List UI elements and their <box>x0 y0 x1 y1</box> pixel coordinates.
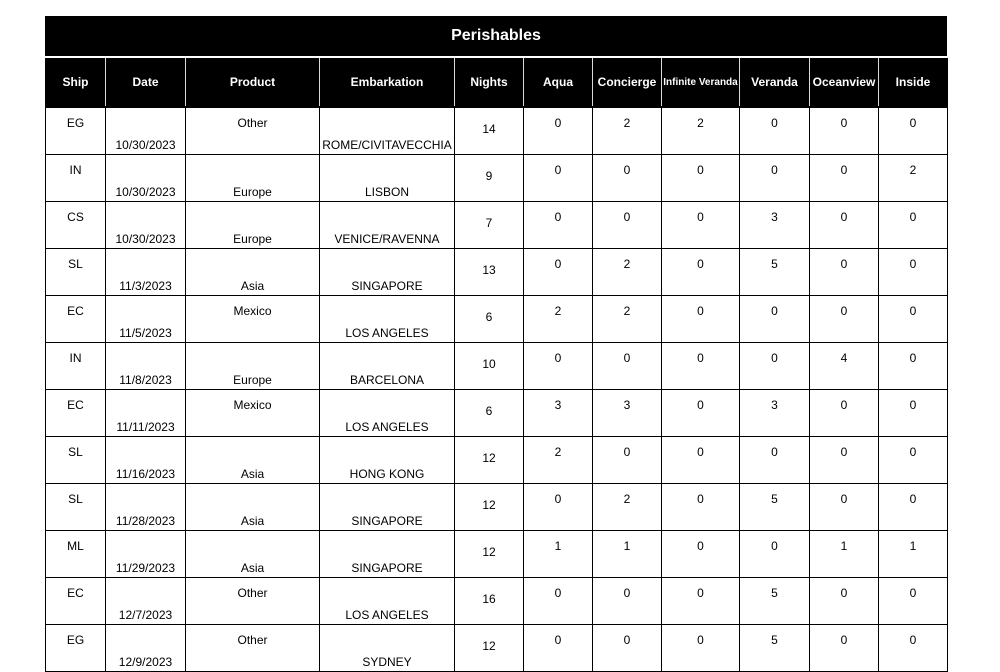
cell-embarkation[interactable]: SINGAPORE <box>320 249 455 296</box>
cell-date[interactable]: 11/11/2023 <box>106 390 186 437</box>
column-header-concierge[interactable]: Concierge <box>593 58 662 107</box>
perishables-table <box>45 58 948 672</box>
cell-ship[interactable]: IN <box>46 343 106 390</box>
cell-nights[interactable]: 6 <box>455 390 524 437</box>
cell-oceanview[interactable]: 0 <box>810 155 879 202</box>
cell-embarkation[interactable]: SYDNEY <box>320 625 455 672</box>
cell-infinite-veranda[interactable]: 0 <box>662 625 740 672</box>
cell-veranda[interactable]: 0 <box>740 531 810 578</box>
cell-veranda[interactable]: 3 <box>740 390 810 437</box>
cell-aqua[interactable]: 0 <box>524 107 593 155</box>
cell-embarkation[interactable]: SINGAPORE <box>320 531 455 578</box>
cell-date[interactable]: 10/30/2023 <box>106 107 186 155</box>
cell-infinite-veranda[interactable]: 0 <box>662 296 740 343</box>
cell-infinite-veranda[interactable]: 0 <box>662 531 740 578</box>
cell-product[interactable]: Mexico <box>186 390 320 437</box>
cell-inside[interactable]: 0 <box>879 249 948 296</box>
table-row <box>46 155 948 202</box>
cell-ship[interactable]: EC <box>46 390 106 437</box>
cell-inside[interactable]: 0 <box>879 107 948 155</box>
cell-ship[interactable]: EC <box>46 578 106 625</box>
cell-aqua[interactable]: 0 <box>524 578 593 625</box>
cell-product[interactable]: Europe <box>186 155 320 202</box>
cell-infinite-veranda[interactable]: 0 <box>662 155 740 202</box>
cell-veranda[interactable]: 5 <box>740 249 810 296</box>
cell-oceanview[interactable]: 0 <box>810 390 879 437</box>
cell-veranda[interactable]: 3 <box>740 202 810 249</box>
cell-infinite-veranda[interactable]: 0 <box>662 578 740 625</box>
cell-concierge[interactable]: 0 <box>593 202 662 249</box>
table-row <box>46 484 948 531</box>
cell-embarkation[interactable]: LOS ANGELES <box>320 296 455 343</box>
cell-embarkation[interactable]: VENICE/RAVENNA <box>320 202 455 249</box>
cell-nights[interactable]: 12 <box>455 484 524 531</box>
cell-date[interactable]: 10/30/2023 <box>106 155 186 202</box>
cell-oceanview[interactable]: 0 <box>810 202 879 249</box>
cell-concierge[interactable]: 0 <box>593 343 662 390</box>
cell-veranda[interactable]: 0 <box>740 437 810 484</box>
cell-inside[interactable]: 0 <box>879 202 948 249</box>
cell-nights[interactable]: 10 <box>455 343 524 390</box>
cell-product[interactable]: Other <box>186 107 320 155</box>
cell-aqua[interactable]: 0 <box>524 343 593 390</box>
cell-infinite-veranda[interactable]: 0 <box>662 343 740 390</box>
column-header-veranda[interactable]: Veranda <box>740 58 810 107</box>
cell-aqua[interactable]: 3 <box>524 390 593 437</box>
cell-infinite-veranda[interactable]: 0 <box>662 249 740 296</box>
cell-product[interactable]: Other <box>186 578 320 625</box>
cell-product[interactable]: Asia <box>186 437 320 484</box>
cell-date[interactable]: 11/16/2023 <box>106 437 186 484</box>
table-row <box>46 296 948 343</box>
cell-aqua[interactable]: 0 <box>524 484 593 531</box>
cell-concierge[interactable]: 2 <box>593 249 662 296</box>
table-row <box>46 202 948 249</box>
cell-date[interactable]: 12/9/2023 <box>106 625 186 672</box>
table-row <box>46 437 948 484</box>
cell-concierge[interactable]: 0 <box>593 437 662 484</box>
cell-ship[interactable]: SL <box>46 249 106 296</box>
cell-date[interactable]: 11/29/2023 <box>106 531 186 578</box>
cell-nights[interactable]: 14 <box>455 107 524 155</box>
cell-oceanview[interactable]: 0 <box>810 249 879 296</box>
table-row <box>46 343 948 390</box>
cell-veranda[interactable]: 0 <box>740 296 810 343</box>
cell-aqua[interactable]: 0 <box>524 249 593 296</box>
table-body <box>46 107 948 672</box>
column-header-product[interactable]: Product <box>186 58 320 107</box>
cell-ship[interactable]: EG <box>46 625 106 672</box>
cell-veranda[interactable]: 0 <box>740 343 810 390</box>
cell-inside[interactable]: 2 <box>879 155 948 202</box>
cell-embarkation[interactable]: LOS ANGELES <box>320 578 455 625</box>
cell-aqua[interactable]: 0 <box>524 202 593 249</box>
cell-ship[interactable]: CS <box>46 202 106 249</box>
cell-embarkation[interactable]: LOS ANGELES <box>320 390 455 437</box>
cell-inside[interactable]: 1 <box>879 531 948 578</box>
cell-veranda[interactable]: 5 <box>740 578 810 625</box>
cell-inside[interactable]: 0 <box>879 484 948 531</box>
cell-aqua[interactable]: 2 <box>524 437 593 484</box>
cell-ship[interactable]: SL <box>46 437 106 484</box>
cell-nights[interactable]: 12 <box>455 437 524 484</box>
cell-nights[interactable]: 9 <box>455 155 524 202</box>
cell-veranda[interactable]: 5 <box>740 484 810 531</box>
cell-oceanview[interactable]: 1 <box>810 531 879 578</box>
cell-nights[interactable]: 6 <box>455 296 524 343</box>
header-row <box>46 58 948 107</box>
cell-concierge[interactable]: 0 <box>593 578 662 625</box>
cell-inside[interactable]: 0 <box>879 390 948 437</box>
table-row <box>46 578 948 625</box>
table-row <box>46 531 948 578</box>
cell-concierge[interactable]: 0 <box>593 625 662 672</box>
table-row <box>46 107 948 155</box>
cell-inside[interactable]: 0 <box>879 343 948 390</box>
cell-aqua[interactable]: 1 <box>524 531 593 578</box>
cell-embarkation[interactable]: BARCELONA <box>320 343 455 390</box>
cell-embarkation[interactable]: ROME/CIVITAVECCHIA <box>320 107 455 155</box>
table-row <box>46 249 948 296</box>
cell-nights[interactable]: 13 <box>455 249 524 296</box>
cell-date[interactable]: 11/28/2023 <box>106 484 186 531</box>
cell-infinite-veranda[interactable]: 0 <box>662 390 740 437</box>
cell-product[interactable]: Europe <box>186 202 320 249</box>
cell-aqua[interactable]: 0 <box>524 625 593 672</box>
cell-infinite-veranda[interactable]: 0 <box>662 437 740 484</box>
cell-product[interactable]: Other <box>186 625 320 672</box>
cell-infinite-veranda[interactable]: 2 <box>662 107 740 155</box>
cell-inside[interactable]: 0 <box>879 625 948 672</box>
table-row <box>46 625 948 672</box>
sheet-title: Perishables <box>45 16 947 56</box>
cell-oceanview[interactable]: 0 <box>810 296 879 343</box>
cell-oceanview[interactable]: 0 <box>810 107 879 155</box>
cell-date[interactable]: 11/5/2023 <box>106 296 186 343</box>
cell-ship[interactable]: IN <box>46 155 106 202</box>
cell-oceanview[interactable]: 0 <box>810 484 879 531</box>
column-header-infinite-veranda[interactable]: Infinite Veranda <box>662 58 740 107</box>
cell-product[interactable]: Europe <box>186 343 320 390</box>
perishables-sheet <box>45 16 947 672</box>
column-header-oceanview[interactable]: Oceanview <box>810 58 879 107</box>
cell-ship[interactable]: EG <box>46 107 106 155</box>
cell-inside[interactable]: 0 <box>879 296 948 343</box>
cell-concierge[interactable]: 0 <box>593 155 662 202</box>
cell-concierge[interactable]: 2 <box>593 296 662 343</box>
cell-concierge[interactable]: 2 <box>593 107 662 155</box>
cell-oceanview[interactable]: 0 <box>810 437 879 484</box>
cell-inside[interactable]: 0 <box>879 437 948 484</box>
cell-product[interactable]: Asia <box>186 484 320 531</box>
cell-nights[interactable]: 7 <box>455 202 524 249</box>
column-header-ship[interactable]: Ship <box>46 58 106 107</box>
cell-inside[interactable]: 0 <box>879 578 948 625</box>
cell-product[interactable]: Asia <box>186 249 320 296</box>
cell-veranda[interactable]: 0 <box>740 107 810 155</box>
cell-veranda[interactable]: 0 <box>740 155 810 202</box>
cell-date[interactable]: 12/7/2023 <box>106 578 186 625</box>
cell-ship[interactable]: ML <box>46 531 106 578</box>
cell-date[interactable]: 11/8/2023 <box>106 343 186 390</box>
table-row <box>46 390 948 437</box>
cell-oceanview[interactable]: 4 <box>810 343 879 390</box>
cell-ship[interactable]: SL <box>46 484 106 531</box>
cell-aqua[interactable]: 2 <box>524 296 593 343</box>
cell-embarkation[interactable]: SINGAPORE <box>320 484 455 531</box>
cell-concierge[interactable]: 3 <box>593 390 662 437</box>
cell-product[interactable]: Mexico <box>186 296 320 343</box>
cell-veranda[interactable]: 5 <box>740 625 810 672</box>
cell-date[interactable]: 11/3/2023 <box>106 249 186 296</box>
column-header-inside[interactable]: Inside <box>879 58 948 107</box>
cell-embarkation[interactable]: HONG KONG <box>320 437 455 484</box>
cell-embarkation[interactable]: LISBON <box>320 155 455 202</box>
cell-nights[interactable]: 12 <box>455 625 524 672</box>
cell-infinite-veranda[interactable]: 0 <box>662 202 740 249</box>
column-header-aqua[interactable]: Aqua <box>524 58 593 107</box>
column-header-date[interactable]: Date <box>106 58 186 107</box>
cell-concierge[interactable]: 1 <box>593 531 662 578</box>
cell-infinite-veranda[interactable]: 0 <box>662 484 740 531</box>
column-header-embarkation[interactable]: Embarkation <box>320 58 455 107</box>
column-header-nights[interactable]: Nights <box>455 58 524 107</box>
cell-aqua[interactable]: 0 <box>524 155 593 202</box>
cell-nights[interactable]: 12 <box>455 531 524 578</box>
cell-ship[interactable]: EC <box>46 296 106 343</box>
cell-date[interactable]: 10/30/2023 <box>106 202 186 249</box>
cell-concierge[interactable]: 2 <box>593 484 662 531</box>
cell-oceanview[interactable]: 0 <box>810 578 879 625</box>
cell-product[interactable]: Asia <box>186 531 320 578</box>
cell-oceanview[interactable]: 0 <box>810 625 879 672</box>
cell-nights[interactable]: 16 <box>455 578 524 625</box>
